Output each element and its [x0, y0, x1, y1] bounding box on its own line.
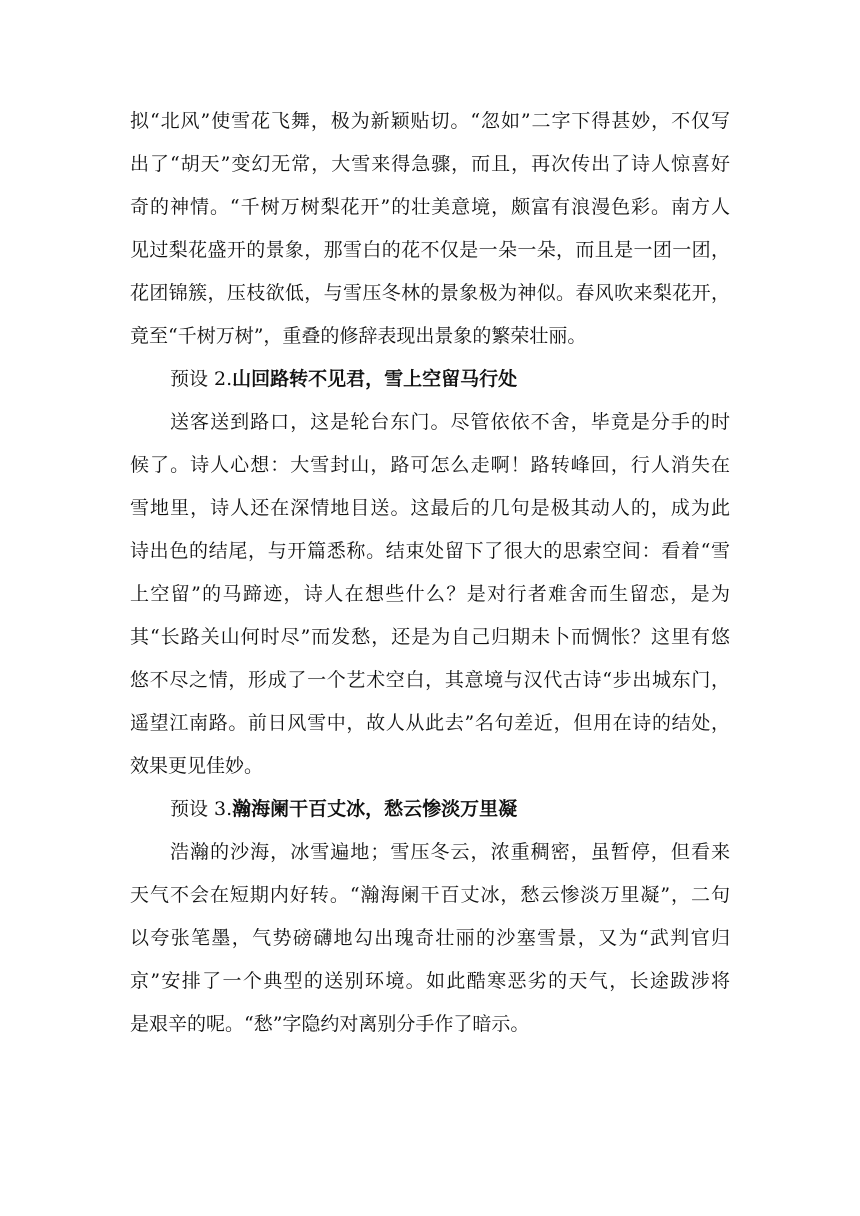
text-line: 花团锦簇，压枝欲低，与雪压冬林的景象极为神似。春风吹来梨花开，: [130, 282, 730, 304]
text-line: 拟“北风”使雪花飞舞，极为新颖贴切。“忽如”二字下得甚妙，不仅写: [130, 110, 730, 132]
text-line: 雪地里，诗人还在深情地目送。这最后的几句是极其动人的，成为此: [130, 497, 730, 519]
section-heading-2: [130, 358, 730, 401]
text-line: 浩瀚的沙海，冰雪遍地；雪压冬云，浓重稠密，虽暂停，但看来: [170, 841, 730, 863]
paragraph-2: [130, 401, 730, 788]
text-line: 遥望江南路。前日风雪中，故人从此去”名句差近，但用在诗的结处，: [130, 712, 730, 734]
text-line: 竟至“千树万树”，重叠的修辞表现出景象的繁荣壮丽。: [130, 325, 587, 347]
heading-title: 瀚海阑干百丈冰，愁云惨淡万里凝: [232, 798, 518, 820]
section-heading-3: [130, 788, 730, 831]
text-line: 候了。诗人心想：大雪封山，路可怎么走啊！路转峰回，行人消失在: [130, 454, 730, 476]
text-line: 其“长路关山何时尽”而发愁，还是为自己归期未卜而惆怅？这里有悠: [130, 626, 730, 648]
text-line: 是艰辛的呢。“愁”字隐约对离别分手作了暗示。: [130, 1013, 530, 1035]
paragraph-1: [130, 100, 730, 358]
text-line: 京”安排了一个典型的送别环境。如此酷寒恶劣的天气，长途跋涉将: [130, 970, 730, 992]
text-line: 出了“胡天”变幻无常，大雪来得急骤，而且，再次传出了诗人惊喜好: [130, 153, 730, 175]
text-line: 诗出色的结尾，与开篇悉称。结束处留下了很大的思索空间：看着“雪: [130, 540, 730, 562]
text-line: 以夸张笔墨，气势磅礴地勾出瑰奇壮丽的沙塞雪景，又为“武判官归: [130, 927, 730, 949]
heading-prefix: 预设 3.: [170, 798, 233, 820]
document-body: [130, 100, 730, 1046]
text-line: 见过梨花盛开的景象，那雪白的花不仅是一朵一朵，而且是一团一团，: [130, 239, 730, 261]
heading-prefix: 预设 2.: [170, 368, 233, 390]
text-line: 上空留”的马蹄迹，诗人在想些什么？是对行者难舍而生留恋，是为: [130, 583, 730, 605]
text-line: 送客送到路口，这是轮台东门。尽管依依不舍，毕竟是分手的时: [170, 411, 730, 433]
text-line: 奇的神情。“千树万树梨花开”的壮美意境，颇富有浪漫色彩。南方人: [130, 196, 730, 218]
text-line: 悠不尽之情，形成了一个艺术空白，其意境与汉代古诗“步出城东门，: [130, 669, 730, 691]
paragraph-3: [130, 831, 730, 1046]
text-line: 效果更见佳妙。: [130, 755, 264, 777]
text-line: 天气不会在短期内好转。“瀚海阑干百丈冰，愁云惨淡万里凝”，二句: [130, 884, 730, 906]
heading-title: 山回路转不见君，雪上空留马行处: [232, 368, 518, 390]
